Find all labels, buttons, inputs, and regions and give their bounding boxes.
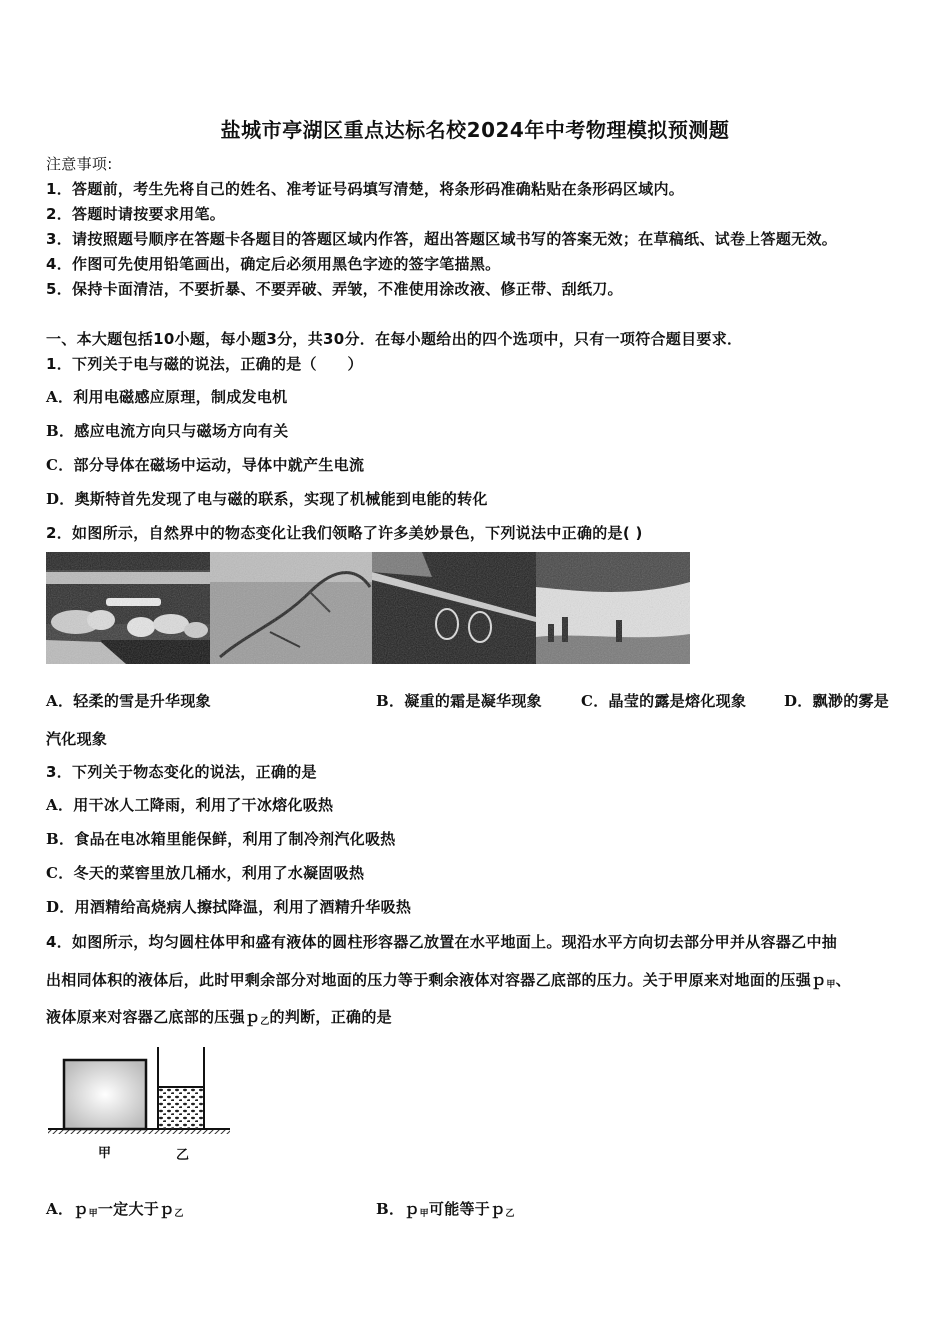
option-letter: B． [46,422,75,440]
option-text: 用酒精给高烧病人擦拭降温，利用了酒精升华吸热 [74,898,412,916]
question-2-photos [46,552,690,664]
option-letter: C． [46,864,74,882]
q1-option-d [46,488,488,509]
option-text: 部分导体在磁场中运动，导体中就产生电流 [73,456,365,474]
option-text: 感应电流方向只与磁场方向有关 [74,422,289,440]
figure-label-jia: 甲 [98,1146,112,1161]
option-letter: A． [46,388,74,406]
frost-photo [210,552,372,664]
page-title: 盐城市亭湖区重点达标名校2024年中考物理模拟预测题 [220,118,730,142]
q1-option-c [46,454,364,475]
figure-label-yi: 乙 [176,1148,190,1163]
section-heading: 一、本大题包括10小题，每小题3分，共30分．在每小题给出的四个选项中，只有一项符合题目要求． [46,330,743,348]
notice-item-3: 3．请按照题号顺序在答题卡各题目的答题区域内作答，超出答题区域书写的答案无效；在草稿纸、试卷上答题无效。 [46,230,838,248]
fog-photo [536,552,690,664]
option-letter: D． [46,490,75,508]
q3-option-b [46,828,396,849]
option-text: 冬天的菜窖里放几桶水，利用了水凝固吸热 [73,864,365,882]
option-letter: C． [46,456,74,474]
q1-option-a [46,386,287,407]
option-letter: B． [46,830,75,848]
question-1-stem: 1．下列关于电与磁的说法，正确的是（ ） [46,355,363,373]
q3-option-d [46,896,411,917]
question-4-stem-line-3: 液体原来对容器乙底部的压强ｐ$_乙$的判断，正确的是 [46,1008,392,1027]
notice-item-2: 2．答题时请按要求用笔。 [46,205,226,223]
q2-option-a: A．轻柔的雪是升华现象 [46,692,211,710]
notice-item-4: 4．作图可先使用铅笔画出，确定后必须用黑色字迹的签字笔描黑。 [46,255,501,273]
q2-option-d: D．飘渺的雾是 [784,692,890,710]
q2-option-d-wrap: 汽化现象 [46,730,108,748]
option-text: 食品在电冰箱里能保鲜，利用了制冷剂汽化吸热 [74,830,396,848]
option-text: 用干冰人工降雨，利用了干冰熔化吸热 [73,796,334,814]
q2-option-c: C．晶莹的露是熔化现象 [581,692,747,710]
question-4-stem-line-2: 出相同体积的液体后，此时甲剩余部分对地面的压力等于剩余液体对容器乙底部的压力。关于甲原来对地面的压强ｐ$_甲$、 [46,971,851,990]
question-3-stem: 3．下列关于物态变化的说法，正确的是 [46,763,317,781]
notice-item-1: 1．答题前，考生先将自己的姓名、准考证号码填写清楚，将条形码准确粘贴在条形码区域内。 [46,180,685,198]
option-letter: D． [46,898,75,916]
notice-heading: 注意事项: [46,155,113,173]
q4-option-a: A．ｐ$_甲$一定大于ｐ$_乙$ [46,1200,184,1219]
dew-photo [372,552,536,664]
q2-option-b: B．凝重的霜是凝华现象 [376,692,542,710]
notice-item-5: 5．保持卡面清洁，不要折暴、不要弄破、弄皱，不准使用涂改液、修正带、刮纸刀。 [46,280,623,298]
question-2-stem: 2．如图所示，自然界中的物态变化让我们领略了许多美妙景色，下列说法中正确的是( ) [46,524,643,542]
option-letter: A． [46,796,74,814]
q3-option-a [46,794,333,815]
option-text: 利用电磁感应原理，制成发电机 [73,388,288,406]
q4-option-b: B．ｐ$_甲$可能等于ｐ$_乙$ [376,1200,515,1219]
q1-option-b [46,420,288,441]
question-4-stem-line-1: 4．如图所示，均匀圆柱体甲和盛有液体的圆柱形容器乙放置在水平地面上。现沿水平方向切去部分甲并从容器乙中抽 [46,933,838,951]
q3-option-c [46,862,364,883]
option-text: 奥斯特首先发现了电与磁的联系，实现了机械能到电能的转化 [74,490,488,508]
question-4-figure [46,1045,236,1165]
snow-photo [46,552,210,664]
